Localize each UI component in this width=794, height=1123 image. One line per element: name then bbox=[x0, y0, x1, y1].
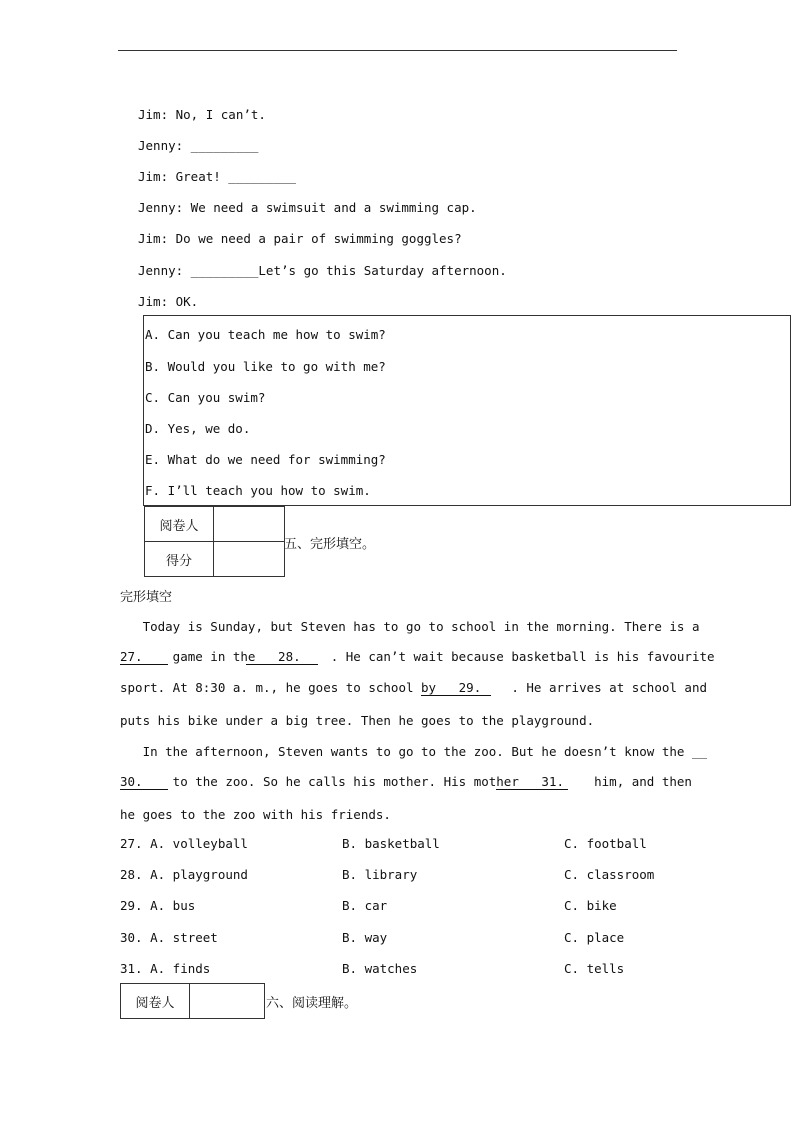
options-box bbox=[143, 315, 791, 506]
score-cell bbox=[214, 542, 285, 577]
option-item: D. Yes, we do. bbox=[145, 421, 251, 436]
reviewer-label: 阅卷人 bbox=[121, 984, 190, 1019]
dialogue-line: Jim: No, I can’t. bbox=[138, 107, 266, 122]
passage-line: puts his bike under a big tree. Then he goes to the playground. bbox=[120, 713, 595, 728]
option-item: C. Can you swim? bbox=[145, 390, 266, 405]
question-a: 29. A. bus bbox=[120, 898, 196, 913]
question-a: 31. A. finds bbox=[120, 961, 211, 976]
dialogue-line: Jim: OK. bbox=[138, 294, 199, 309]
question-c: C. classroom bbox=[564, 867, 655, 882]
passage-line: In the afternoon, Steven wants to go to the zoo. But he doesn’t know the __ bbox=[120, 744, 707, 759]
question-a: 27. A. volleyball bbox=[120, 836, 248, 851]
question-a: 30. A. street bbox=[120, 930, 218, 945]
dialogue-line: Jim: Great! _________ bbox=[138, 169, 297, 184]
passage-line: Today is Sunday, but Steven has to go to school in the morning. There is a bbox=[120, 619, 700, 634]
question-c: C. bike bbox=[564, 898, 617, 913]
blank-underline bbox=[246, 664, 318, 665]
section-subtitle: 完形填空 bbox=[120, 590, 173, 605]
question-c: C. place bbox=[564, 930, 625, 945]
blank-underline bbox=[496, 789, 568, 790]
question-b: B. watches bbox=[342, 961, 418, 976]
blank-underline bbox=[120, 789, 168, 790]
score-label: 得分 bbox=[145, 542, 214, 577]
reviewer-cell bbox=[190, 984, 265, 1019]
passage-line: sport. At 8:30 a. m., he goes to school by 29. . He arrives at school and bbox=[120, 680, 707, 695]
blank-underline bbox=[421, 695, 491, 696]
question-b: B. basketball bbox=[342, 836, 440, 851]
score-table-2 bbox=[120, 983, 265, 1019]
header-rule bbox=[118, 50, 677, 51]
question-b: B. car bbox=[342, 898, 388, 913]
section-title: 五、完形填空。 bbox=[284, 537, 376, 552]
reviewer-label: 阅卷人 bbox=[145, 507, 214, 542]
question-c: C. tells bbox=[564, 961, 625, 976]
question-a: 28. A. playground bbox=[120, 867, 248, 882]
option-item: A. Can you teach me how to swim? bbox=[145, 327, 386, 342]
passage-line: 30. to the zoo. So he calls his mother. His mother 31. him, and then bbox=[120, 774, 692, 789]
dialogue-line: Jenny: _________ bbox=[138, 138, 259, 153]
dialogue-line: Jenny: _________Let’s go this Saturday afternoon. bbox=[138, 263, 507, 278]
section-title: 六、阅读理解。 bbox=[266, 996, 358, 1011]
passage-line: he goes to the zoo with his friends. bbox=[120, 807, 391, 822]
question-b: B. way bbox=[342, 930, 388, 945]
option-item: B. Would you like to go with me? bbox=[145, 359, 386, 374]
dialogue-line: Jenny: We need a swimsuit and a swimming cap. bbox=[138, 200, 477, 215]
score-table bbox=[144, 506, 285, 577]
passage-line: 27. game in the 28. . He can’t wait because basketball is his favourite bbox=[120, 649, 715, 664]
blank-underline bbox=[120, 664, 168, 665]
dialogue-line: Jim: Do we need a pair of swimming goggles? bbox=[138, 231, 462, 246]
option-item: E. What do we need for swimming? bbox=[145, 452, 386, 467]
option-item: F. I’ll teach you how to swim. bbox=[145, 483, 371, 498]
question-c: C. football bbox=[564, 836, 647, 851]
question-b: B. library bbox=[342, 867, 418, 882]
reviewer-cell bbox=[214, 507, 285, 542]
